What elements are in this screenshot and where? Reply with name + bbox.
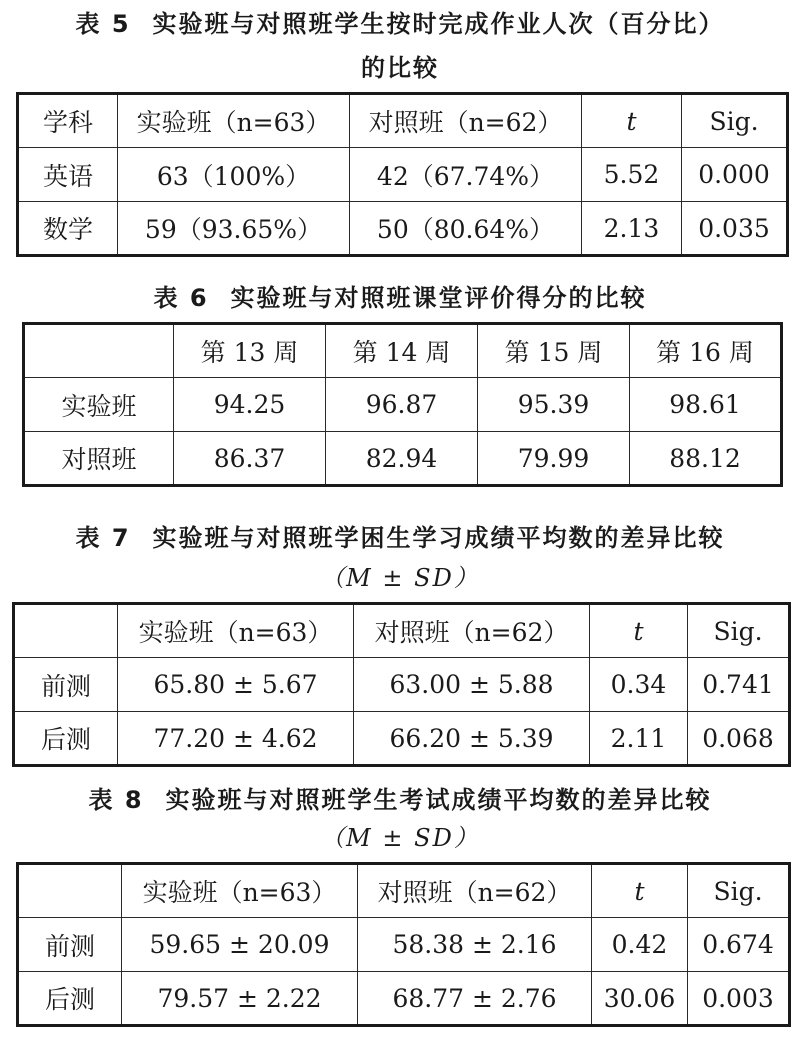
table7-header-blank	[14, 604, 118, 658]
table5-row2-t: 2.13	[582, 202, 682, 256]
table8-header-row	[18, 864, 790, 918]
table8-row1-sig: 0.674	[688, 918, 790, 972]
table6-header-week13: 第 13 周	[174, 324, 326, 378]
table5-caption-title: 实验班与对照班学生按时完成作业人次（百分比）	[152, 10, 725, 38]
table5-row2-experimental: 59（93.65%）	[118, 202, 350, 256]
table7-header-experimental: 实验班（n=63）	[118, 604, 354, 658]
table5-row2-control: 50（80.64%）	[350, 202, 582, 256]
table6-header-blank	[24, 324, 174, 378]
table8-row1-label: 前测	[18, 918, 122, 972]
table7-caption-number: 表 7	[75, 524, 131, 552]
table8-row2-label: 后测	[18, 972, 122, 1026]
table7-header-row	[14, 604, 790, 658]
table7-header-sig: Sig.	[688, 604, 790, 658]
table6-header-week14: 第 14 周	[326, 324, 478, 378]
table5	[16, 92, 789, 257]
table7-caption-title: 实验班与对照班学困生学习成绩平均数的差异比较	[152, 524, 725, 552]
table-row	[14, 712, 790, 766]
table8-row2-t: 30.06	[592, 972, 688, 1026]
table8-row2-experimental: 79.57 ± 2.22	[122, 972, 358, 1026]
table6-header-week15: 第 15 周	[478, 324, 630, 378]
table7-row1-experimental: 65.80 ± 5.67	[118, 658, 354, 712]
table7-row1-label: 前测	[14, 658, 118, 712]
table8-row2-sig: 0.003	[688, 972, 790, 1026]
table6-row1-week15: 95.39	[478, 378, 630, 432]
table8-header-t: t	[592, 864, 688, 918]
table7-row2-experimental: 77.20 ± 4.62	[118, 712, 354, 766]
table6-row2-label: 对照班	[24, 432, 174, 486]
table6-row1-week14: 96.87	[326, 378, 478, 432]
table5-caption-line2: 的比较	[361, 54, 439, 82]
table7-row1-sig: 0.741	[688, 658, 790, 712]
table-row	[14, 658, 790, 712]
table8-header-experimental: 实验班（n=63）	[122, 864, 358, 918]
table6-row2-week14: 82.94	[326, 432, 478, 486]
table6	[22, 322, 783, 487]
table5-row1-control: 42（67.74%）	[350, 148, 582, 202]
table5-header-experimental: 实验班（n=63）	[118, 94, 350, 148]
table-row	[18, 202, 788, 256]
table7-row2-label: 后测	[14, 712, 118, 766]
table-row	[18, 918, 790, 972]
table5-caption-line1	[0, 10, 800, 38]
table5-row1-experimental: 63（100%）	[118, 148, 350, 202]
table7-caption-line1	[0, 524, 800, 552]
table5-caption-number: 表 5	[75, 10, 131, 38]
table8-caption-title: 实验班与对照班学生考试成绩平均数的差异比较	[165, 786, 712, 814]
table7-row1-t: 0.34	[590, 658, 688, 712]
table8	[16, 862, 791, 1027]
table6-header-row	[24, 324, 782, 378]
table-row	[18, 972, 790, 1026]
table6-row2-week15: 79.99	[478, 432, 630, 486]
table5-header-sig: Sig.	[682, 94, 788, 148]
table8-row1-experimental: 59.65 ± 20.09	[122, 918, 358, 972]
table5-row1-label: 英语	[18, 148, 118, 202]
table5-header-subject: 学科	[18, 94, 118, 148]
table7-caption-line2: （M ± SD）	[320, 564, 480, 592]
table8-header-sig: Sig.	[688, 864, 790, 918]
table7-row2-sig: 0.068	[688, 712, 790, 766]
table8-caption-line1	[0, 786, 800, 814]
table6-caption-title: 实验班与对照班课堂评价得分的比较	[230, 284, 647, 312]
table5-row2-label: 数学	[18, 202, 118, 256]
table-row	[18, 148, 788, 202]
table6-caption	[0, 284, 800, 312]
table6-caption-number: 表 6	[153, 284, 209, 312]
table7	[12, 602, 791, 767]
table8-header-control: 对照班（n=62）	[358, 864, 592, 918]
table5-row2-sig: 0.035	[682, 202, 788, 256]
table7-row2-t: 2.11	[590, 712, 688, 766]
table7-header-control: 对照班（n=62）	[354, 604, 590, 658]
table7-row2-control: 66.20 ± 5.39	[354, 712, 590, 766]
table5-header-control: 对照班（n=62）	[350, 94, 582, 148]
table6-row1-label: 实验班	[24, 378, 174, 432]
table5-row1-sig: 0.000	[682, 148, 788, 202]
table6-header-week16: 第 16 周	[630, 324, 782, 378]
table5-header-t: t	[582, 94, 682, 148]
table6-row2-week13: 86.37	[174, 432, 326, 486]
table8-caption-number: 表 8	[88, 786, 144, 814]
table6-row2-week16: 88.12	[630, 432, 782, 486]
table7-header-t: t	[590, 604, 688, 658]
table8-header-blank	[18, 864, 122, 918]
table7-row1-control: 63.00 ± 5.88	[354, 658, 590, 712]
table8-row1-control: 58.38 ± 2.16	[358, 918, 592, 972]
table8-row2-control: 68.77 ± 2.76	[358, 972, 592, 1026]
table6-row1-week16: 98.61	[630, 378, 782, 432]
table6-row1-week13: 94.25	[174, 378, 326, 432]
table8-row1-t: 0.42	[592, 918, 688, 972]
table5-header-row	[18, 94, 788, 148]
table-row	[24, 378, 782, 432]
table8-caption-line2: （M ± SD）	[320, 824, 480, 852]
table5-row1-t: 5.52	[582, 148, 682, 202]
table-row	[24, 432, 782, 486]
